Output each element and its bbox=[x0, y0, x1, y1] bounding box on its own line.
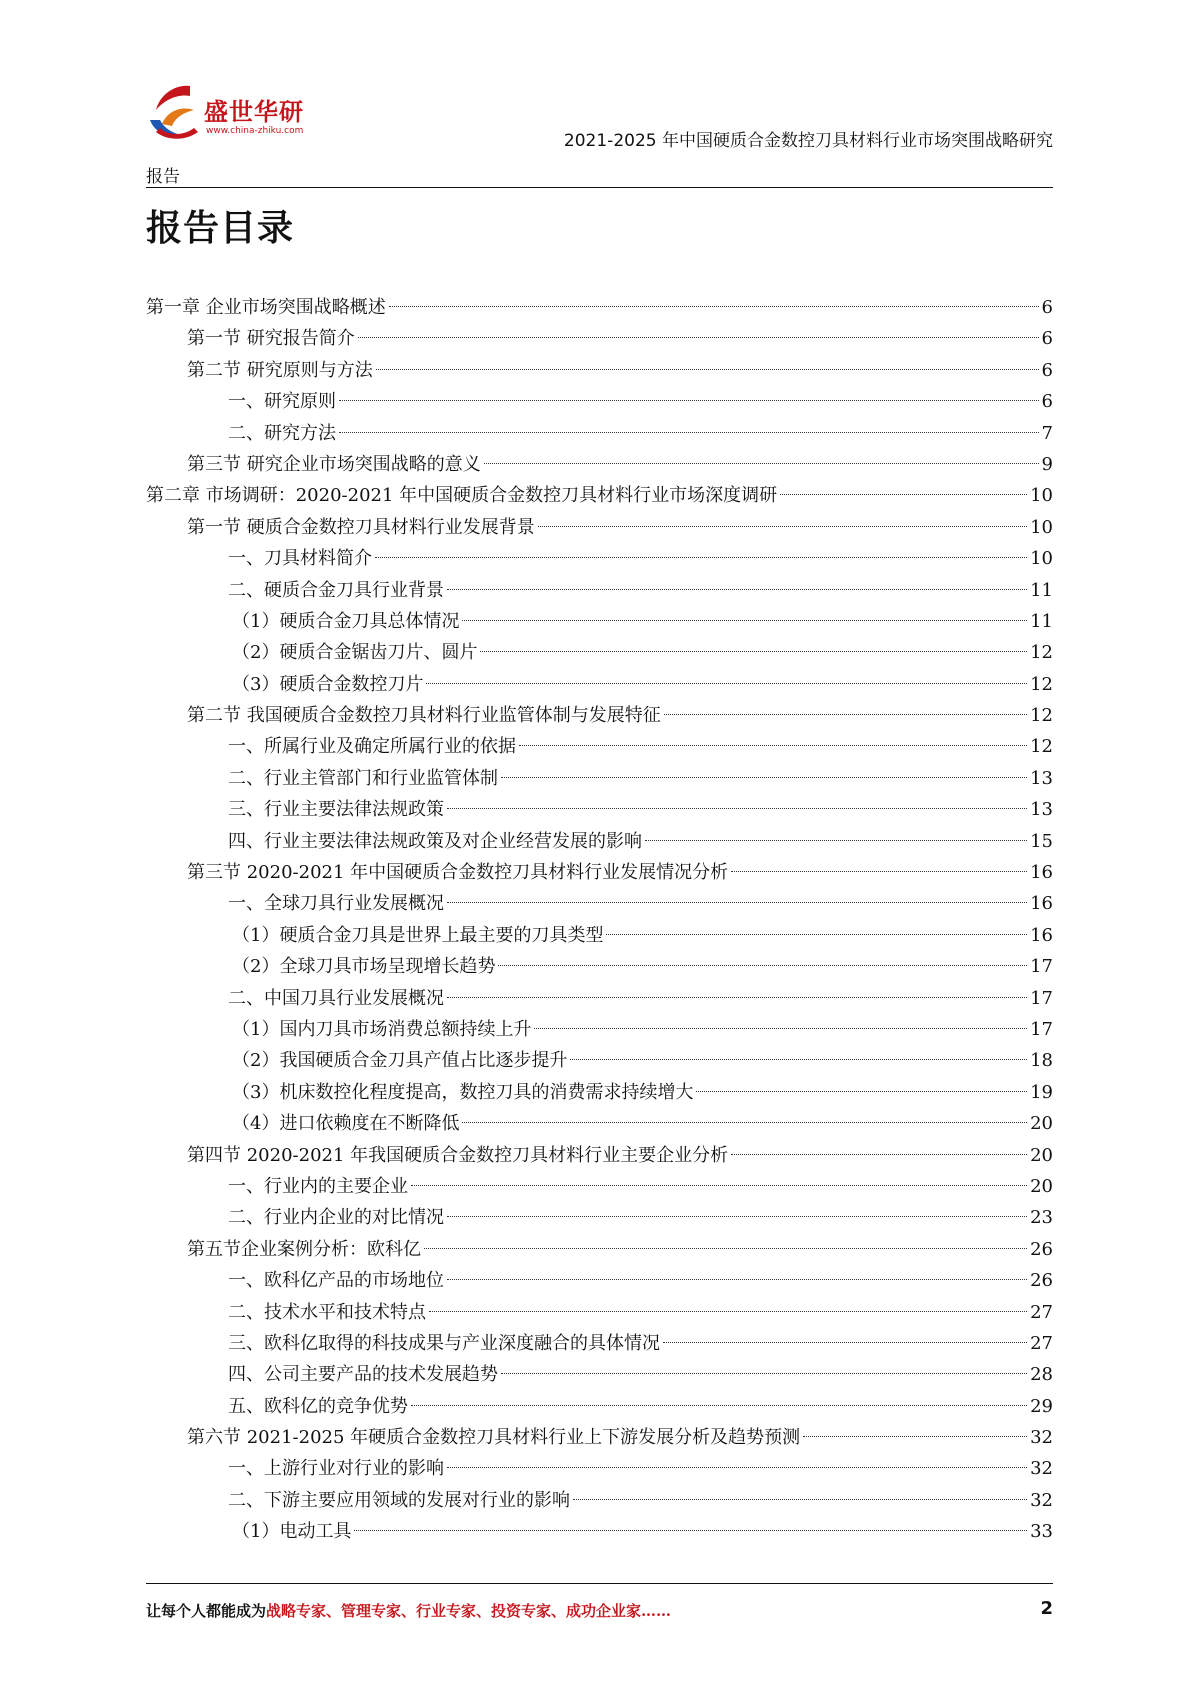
toc-entry[interactable] bbox=[146, 920, 1053, 951]
toc-entry-page: 12 bbox=[1030, 673, 1053, 695]
toc-leader-dots bbox=[376, 369, 1039, 370]
toc-entry-page: 18 bbox=[1030, 1050, 1053, 1072]
toc-leader-dots bbox=[447, 1216, 1027, 1217]
toc-entry[interactable] bbox=[146, 418, 1053, 449]
toc-entry-page: 29 bbox=[1030, 1395, 1053, 1417]
toc-leader-dots bbox=[484, 463, 1039, 464]
toc-entry-page: 6 bbox=[1041, 297, 1053, 318]
toc-entry[interactable] bbox=[146, 731, 1053, 762]
toc-leader-dots bbox=[429, 1311, 1027, 1312]
toc-entry[interactable] bbox=[146, 794, 1053, 825]
toc-entry-page: 12 bbox=[1030, 705, 1053, 727]
toc-entry-label: 第一章 企业市场突围战略概述 bbox=[146, 297, 386, 318]
toc-entry-label: 第一节 硬质合金数控刀具材料行业发展背景 bbox=[187, 516, 535, 538]
toc-entry-label: 一、所属行业及确定所属行业的依据 bbox=[228, 736, 516, 758]
page-header bbox=[146, 80, 1053, 190]
toc-entry-page: 13 bbox=[1030, 767, 1053, 789]
toc-entry[interactable] bbox=[146, 1359, 1053, 1390]
toc-entry[interactable] bbox=[146, 1234, 1053, 1265]
toc-entry-page: 6 bbox=[1041, 391, 1053, 413]
toc-entry-page: 6 bbox=[1041, 359, 1053, 381]
toc-entry[interactable] bbox=[146, 1140, 1053, 1171]
toc-entry-page: 11 bbox=[1030, 610, 1053, 632]
toc-entry[interactable] bbox=[146, 857, 1053, 888]
toc-entry[interactable] bbox=[146, 355, 1053, 386]
toc-leader-dots bbox=[501, 1373, 1027, 1374]
toc-entry-page: 13 bbox=[1030, 799, 1053, 821]
toc-entry-label: 三、行业主要法律法规政策 bbox=[228, 799, 444, 821]
toc-entry-page: 17 bbox=[1030, 1018, 1053, 1040]
toc-entry-page: 16 bbox=[1030, 924, 1053, 946]
toc-entry-page: 17 bbox=[1030, 987, 1053, 1009]
toc-entry-label: （2）我国硬质合金刀具产值占比逐步提升 bbox=[232, 1050, 568, 1072]
toc-entry-label: 一、欧科亿产品的市场地位 bbox=[228, 1270, 444, 1292]
toc-entry-label: 二、硬质合金刀具行业背景 bbox=[228, 579, 444, 601]
toc-entry-label: 第二章 市场调研：2020-2021 年中国硬质合金数控刀具材料行业市场深度调研 bbox=[146, 485, 778, 507]
page-title: 报告目录 bbox=[146, 208, 295, 249]
toc-leader-dots bbox=[573, 1499, 1027, 1500]
toc-leader-dots bbox=[462, 620, 1027, 621]
toc-entry-label: 二、研究方法 bbox=[228, 422, 336, 444]
toc-leader-dots bbox=[780, 494, 1027, 495]
toc-entry-page: 12 bbox=[1030, 736, 1053, 758]
toc-leader-dots bbox=[803, 1436, 1027, 1437]
toc-entry-page: 20 bbox=[1030, 1175, 1053, 1197]
toc-entry[interactable] bbox=[146, 1202, 1053, 1233]
toc-leader-dots bbox=[447, 1467, 1027, 1468]
toc-leader-dots bbox=[389, 306, 1039, 307]
toc-entry-page: 33 bbox=[1030, 1521, 1053, 1543]
toc-leader-dots bbox=[480, 651, 1027, 652]
toc-entry[interactable] bbox=[146, 386, 1053, 417]
toc-entry-page: 16 bbox=[1030, 893, 1053, 915]
toc-entry[interactable] bbox=[146, 700, 1053, 731]
toc-entry-label: （4）进口依赖度在不断降低 bbox=[232, 1113, 460, 1135]
toc-leader-dots bbox=[663, 1342, 1027, 1343]
toc-entry[interactable] bbox=[146, 669, 1053, 700]
toc-entry-page: 27 bbox=[1030, 1301, 1053, 1323]
toc-leader-dots bbox=[447, 1279, 1027, 1280]
toc-entry-label: 一、刀具材料简介 bbox=[228, 548, 372, 570]
toc-entry[interactable] bbox=[146, 1391, 1053, 1422]
toc-entry-page: 6 bbox=[1041, 328, 1053, 350]
toc-entry[interactable] bbox=[146, 763, 1053, 794]
toc-leader-dots bbox=[645, 840, 1027, 841]
company-logo bbox=[146, 80, 326, 152]
toc-leader-dots bbox=[358, 337, 1039, 338]
toc-entry-label: 第四节 2020-2021 年我国硬质合金数控刀具材料行业主要企业分析 bbox=[187, 1144, 729, 1166]
toc-entry[interactable] bbox=[146, 1045, 1053, 1076]
toc-leader-dots bbox=[447, 589, 1027, 590]
toc-entry-label: （2）硬质合金锯齿刀片、圆片 bbox=[232, 642, 478, 664]
toc-entry-label: （2）全球刀具市场呈现增长趋势 bbox=[232, 956, 496, 978]
toc-leader-dots bbox=[339, 432, 1039, 433]
toc-entry-page: 10 bbox=[1030, 485, 1053, 507]
toc-leader-dots bbox=[375, 557, 1027, 558]
logo-swirl-icon bbox=[146, 80, 206, 148]
report-title: 2021-2025 年中国硬质合金数控刀具材料行业市场突围战略研究 bbox=[563, 131, 1053, 151]
toc-leader-dots bbox=[447, 808, 1027, 809]
toc-entry-page: 32 bbox=[1030, 1458, 1053, 1480]
toc-entry-label: （3）机床数控化程度提高，数控刀具的消费需求持续增大 bbox=[232, 1081, 694, 1103]
toc-entry-label: 四、行业主要法律法规政策及对企业经营发展的影响 bbox=[228, 830, 642, 852]
toc-leader-dots bbox=[462, 1122, 1027, 1123]
toc-entry[interactable] bbox=[146, 1108, 1053, 1139]
toc-entry-label: 第二节 研究原则与方法 bbox=[187, 359, 373, 381]
toc-entry-label: 第六节 2021-2025 年硬质合金数控刀具材料行业上下游发展分析及趋势预测 bbox=[187, 1427, 801, 1449]
toc-entry-label: 第二节 我国硬质合金数控刀具材料行业监管体制与发展特征 bbox=[187, 705, 661, 727]
logo-wordmark: 盛世华研 bbox=[204, 98, 304, 126]
toc-entry[interactable] bbox=[146, 480, 1053, 511]
toc-entry[interactable] bbox=[146, 1516, 1053, 1547]
toc-entry-label: 一、行业内的主要企业 bbox=[228, 1175, 408, 1197]
toc-entry-page: 10 bbox=[1030, 548, 1053, 570]
toc-leader-dots bbox=[570, 1059, 1027, 1060]
toc-leader-dots bbox=[696, 1091, 1027, 1092]
toc-entry-label: （1）硬质合金刀具总体情况 bbox=[232, 610, 460, 632]
toc-entry[interactable] bbox=[146, 543, 1053, 574]
toc-entry-page: 20 bbox=[1030, 1113, 1053, 1135]
toc-leader-dots bbox=[447, 902, 1027, 903]
toc-entry-page: 32 bbox=[1030, 1489, 1053, 1511]
toc-leader-dots bbox=[606, 934, 1027, 935]
toc-entry-label: （1）国内刀具市场消费总额持续上升 bbox=[232, 1018, 532, 1040]
toc-entry-label: 第三节 研究企业市场突围战略的意义 bbox=[187, 453, 481, 475]
toc-leader-dots bbox=[519, 745, 1027, 746]
toc-entry[interactable] bbox=[146, 1297, 1053, 1328]
toc-entry[interactable] bbox=[146, 1453, 1053, 1484]
toc-entry-page: 12 bbox=[1030, 642, 1053, 664]
toc-entry[interactable] bbox=[146, 983, 1053, 1014]
toc-entry-label: 二、技术水平和技术特点 bbox=[228, 1301, 426, 1323]
toc-entry-page: 16 bbox=[1030, 862, 1053, 884]
toc-entry-label: 四、公司主要产品的技术发展趋势 bbox=[228, 1364, 498, 1386]
toc-entry[interactable] bbox=[146, 1422, 1053, 1453]
toc-entry-page: 27 bbox=[1030, 1332, 1053, 1354]
toc-entry[interactable] bbox=[146, 1171, 1053, 1202]
toc-entry-label: 一、上游行业对行业的影响 bbox=[228, 1458, 444, 1480]
toc-leader-dots bbox=[426, 683, 1027, 684]
logo-url: www.china-zhiku.com bbox=[206, 126, 304, 136]
toc-leader-dots bbox=[534, 1028, 1027, 1029]
toc-leader-dots bbox=[731, 871, 1027, 872]
toc-entry[interactable] bbox=[146, 449, 1053, 480]
toc-entry-page: 17 bbox=[1030, 956, 1053, 978]
toc-entry[interactable] bbox=[146, 1077, 1053, 1108]
toc-entry-label: 二、中国刀具行业发展概况 bbox=[228, 987, 444, 1009]
toc-leader-dots bbox=[731, 1154, 1027, 1155]
toc-entry-page: 11 bbox=[1030, 579, 1053, 601]
toc-entry-page: 28 bbox=[1030, 1364, 1053, 1386]
toc-entry-label: （1）电动工具 bbox=[232, 1521, 352, 1543]
toc-leader-dots bbox=[354, 1530, 1027, 1531]
toc-entry-label: 二、行业主管部门和行业监管体制 bbox=[228, 767, 498, 789]
page-number: 2 bbox=[1040, 1598, 1053, 1619]
toc-entry[interactable] bbox=[146, 826, 1053, 857]
toc-leader-dots bbox=[538, 526, 1027, 527]
toc-entry-page: 20 bbox=[1030, 1144, 1053, 1166]
footer-slogan-prefix: 让每个人都能成为 bbox=[146, 1602, 267, 1620]
toc-leader-dots bbox=[411, 1405, 1027, 1406]
toc-entry-label: 第三节 2020-2021 年中国硬质合金数控刀具材料行业发展情况分析 bbox=[187, 862, 729, 884]
toc-entry-label: 二、下游主要应用领域的发展对行业的影响 bbox=[228, 1489, 570, 1511]
toc-entry[interactable] bbox=[146, 512, 1053, 543]
toc-entry-label: （3）硬质合金数控刀片 bbox=[232, 673, 424, 695]
toc-entry-page: 19 bbox=[1030, 1081, 1053, 1103]
toc-entry[interactable] bbox=[146, 888, 1053, 919]
footer-slogan bbox=[146, 1600, 671, 1621]
toc-entry-label: 一、全球刀具行业发展概况 bbox=[228, 893, 444, 915]
header-divider bbox=[146, 187, 1053, 188]
footer-slogan-highlight: 战略专家、管理专家、行业专家、投资专家、成功企业家…… bbox=[266, 1602, 672, 1620]
toc-entry-page: 26 bbox=[1030, 1270, 1053, 1292]
toc-entry[interactable] bbox=[146, 1014, 1053, 1045]
toc-entry[interactable] bbox=[146, 323, 1053, 354]
toc-entry-page: 9 bbox=[1041, 453, 1053, 475]
toc-leader-dots bbox=[498, 965, 1027, 966]
toc-leader-dots bbox=[339, 400, 1039, 401]
toc-entry-label: 三、欧科亿取得的科技成果与产业深度融合的具体情况 bbox=[228, 1332, 660, 1354]
toc-entry-label: 二、行业内企业的对比情况 bbox=[228, 1207, 444, 1229]
toc-entry-page: 23 bbox=[1030, 1207, 1053, 1229]
toc-entry-page: 32 bbox=[1030, 1427, 1053, 1449]
toc-entry[interactable] bbox=[146, 1328, 1053, 1359]
toc-entry-label: 第一节 研究报告简介 bbox=[187, 328, 355, 350]
toc-entry[interactable] bbox=[146, 951, 1053, 982]
toc-leader-dots bbox=[664, 714, 1027, 715]
toc-leader-dots bbox=[411, 1185, 1027, 1186]
toc-entry-page: 7 bbox=[1041, 422, 1053, 444]
toc-entry-label: 第五节企业案例分析：欧科亿 bbox=[187, 1238, 421, 1260]
toc-entry[interactable] bbox=[146, 637, 1053, 668]
footer-divider bbox=[146, 1583, 1053, 1584]
toc-leader-dots bbox=[424, 1248, 1027, 1249]
toc-entry-page: 15 bbox=[1030, 830, 1053, 852]
toc-entry-page: 10 bbox=[1030, 516, 1053, 538]
report-subtitle: 报告 bbox=[146, 167, 180, 187]
toc-entry[interactable] bbox=[146, 292, 1053, 323]
toc-entry-label: 五、欧科亿的竞争优势 bbox=[228, 1395, 408, 1417]
toc-entry[interactable] bbox=[146, 606, 1053, 637]
toc-entry[interactable] bbox=[146, 1265, 1053, 1296]
toc-entry-page: 26 bbox=[1030, 1238, 1053, 1260]
toc-entry[interactable] bbox=[146, 1485, 1053, 1516]
table-of-contents bbox=[146, 292, 1053, 1548]
toc-entry[interactable] bbox=[146, 575, 1053, 606]
toc-entry-label: （1）硬质合金刀具是世界上最主要的刀具类型 bbox=[232, 924, 604, 946]
toc-entry-label: 一、研究原则 bbox=[228, 391, 336, 413]
toc-leader-dots bbox=[501, 777, 1027, 778]
toc-leader-dots bbox=[447, 997, 1027, 998]
